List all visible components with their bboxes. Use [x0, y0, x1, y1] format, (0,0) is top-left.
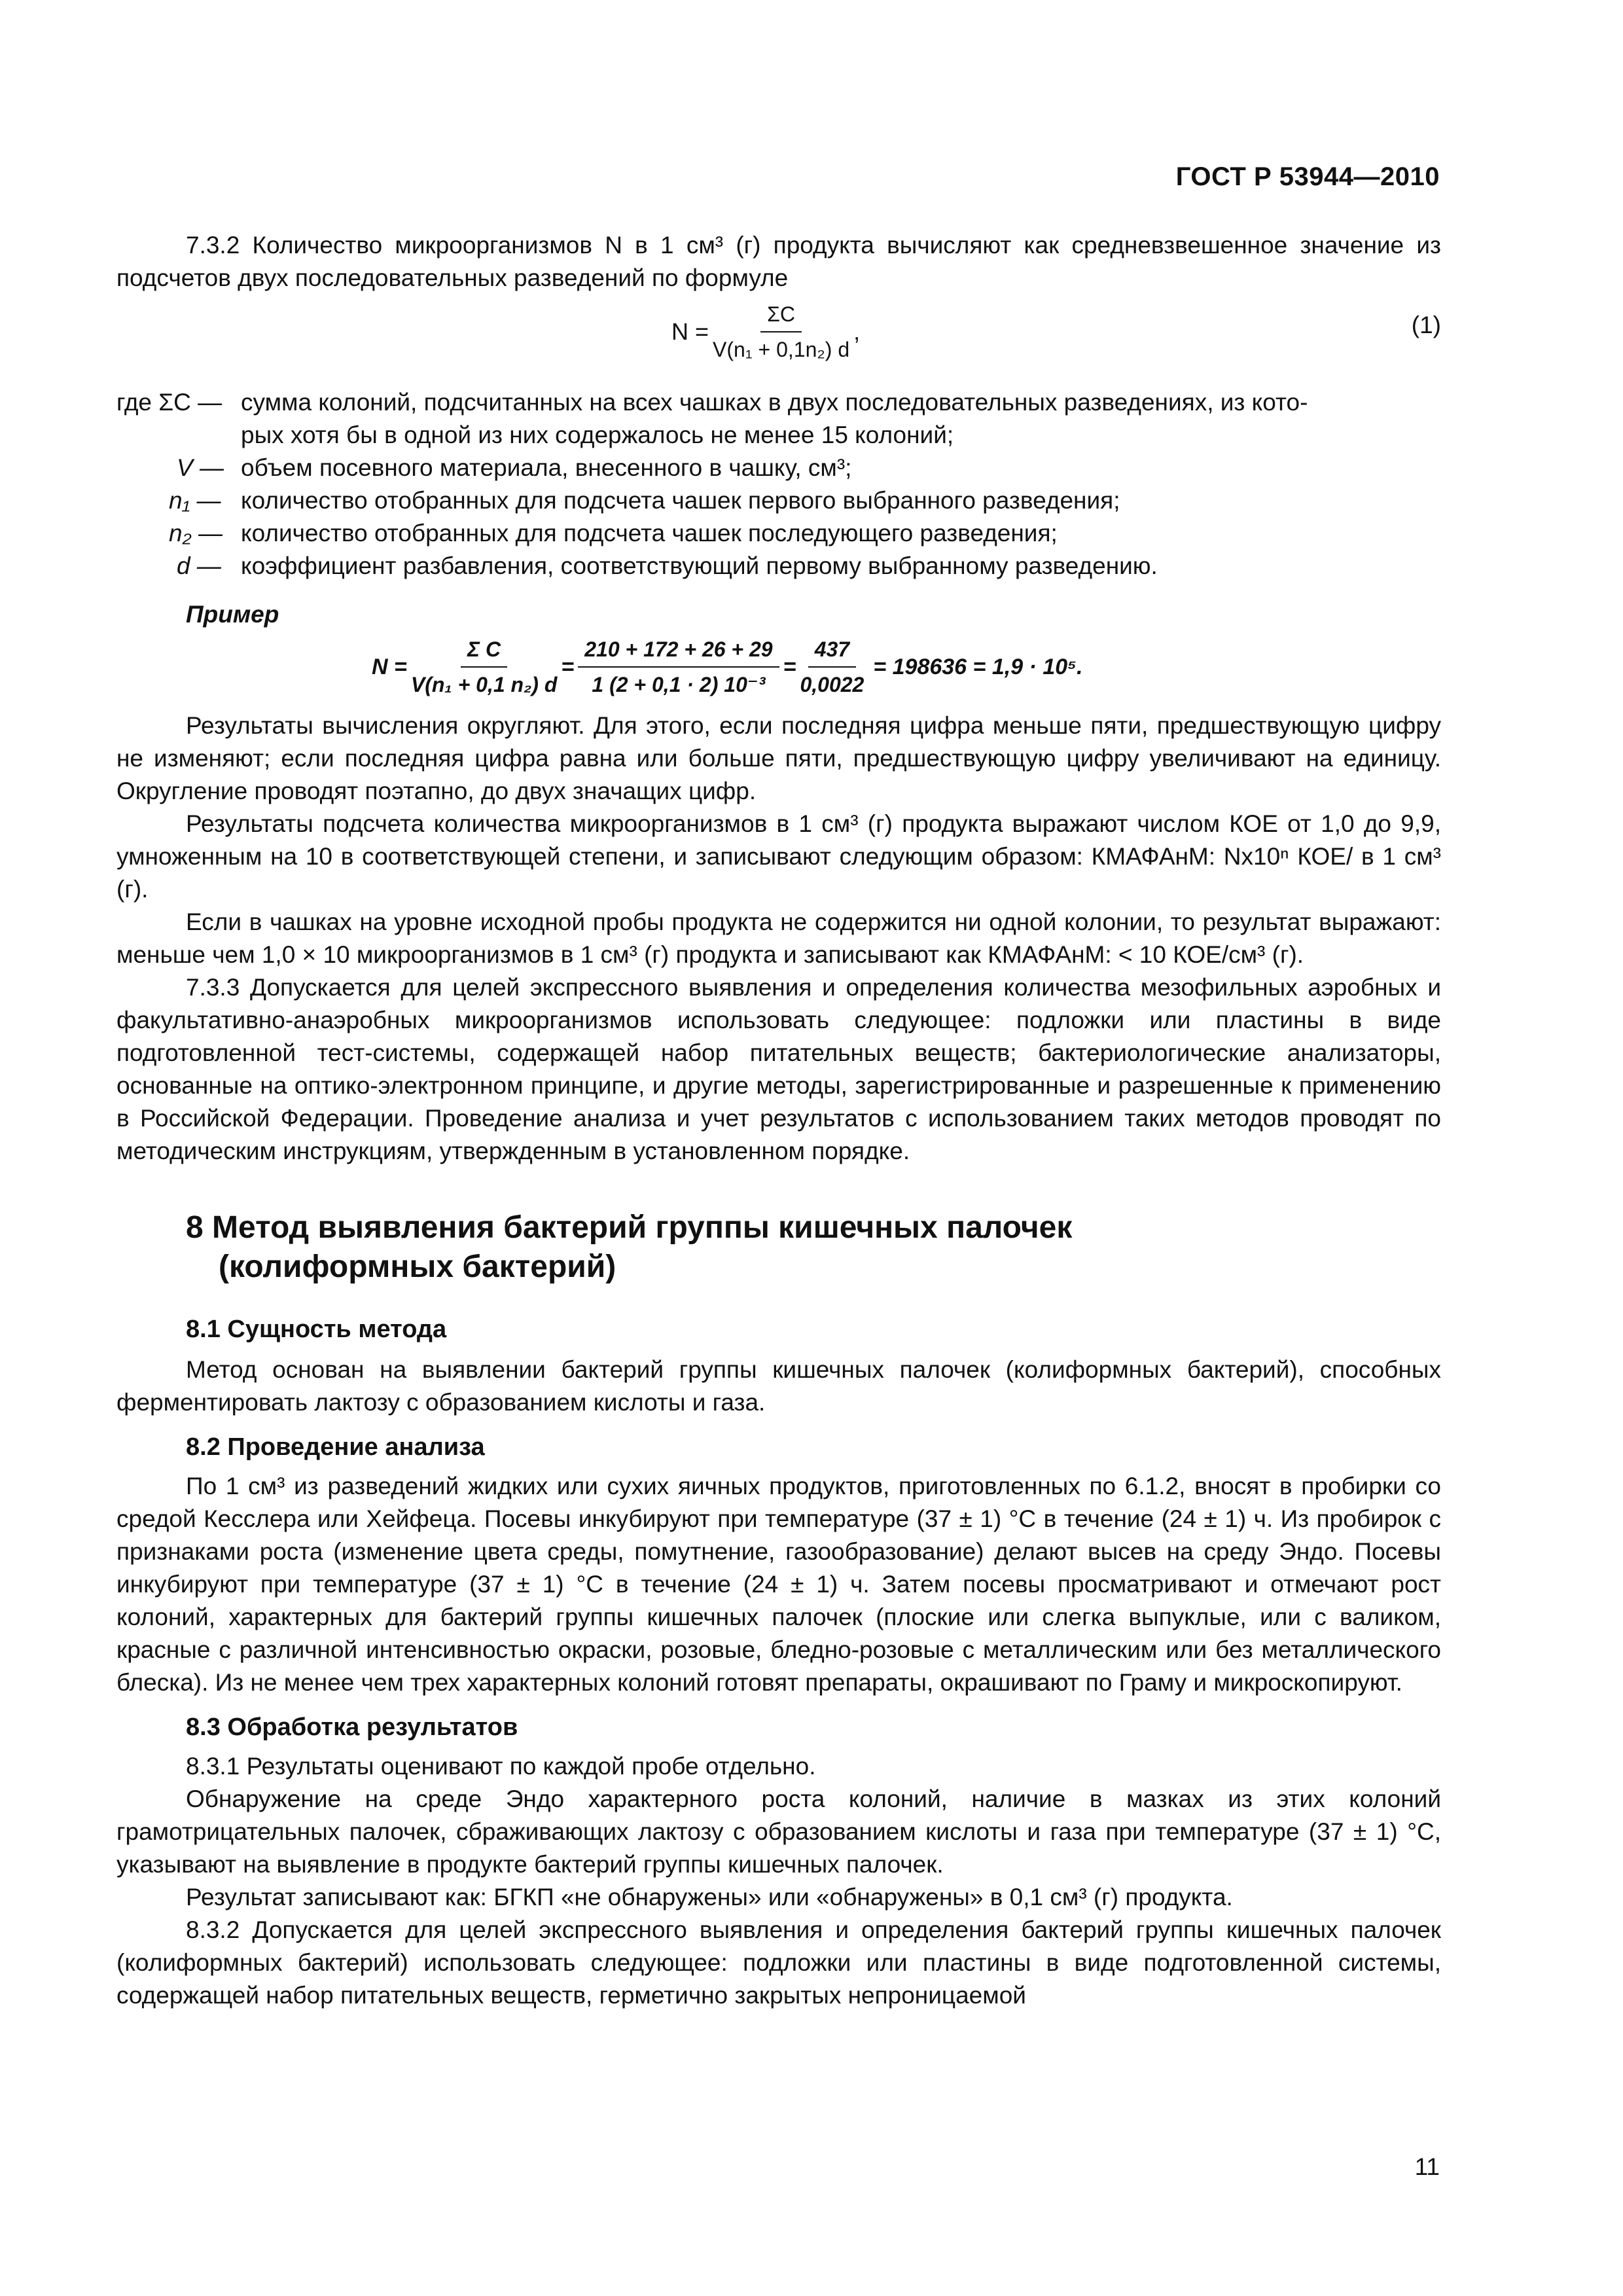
example-formula	[116, 631, 1441, 709]
section-8-heading-line-2: (колиформных бактерий)	[219, 1249, 616, 1284]
example-equals-2: =	[783, 655, 796, 679]
paragraph-no-colonies: Если в чашках на уровне исходной пробы продукта не содержится ни одной колонии, то результат выражают: меньше чем 1,0 × 10 микроорганизмов в 1 см³ (г) продукта и записывают как КМАФАнМ: < 10 КОЕ/см³ (г).	[116, 908, 1441, 968]
paragraph-7-3-2: 7.3.2 Количество микроорганизмов N в 1 см³ (г) продукта вычисляют как средневзвешенное значение из подсчетов двух последовательных разведений по формуле	[116, 232, 1441, 291]
paragraph-8-3-1: 8.3.1 Результаты оценивают по каждой пробе отдельно.	[186, 1753, 816, 1780]
subsection-8-2-text: По 1 см³ из разведений жидких или сухих яичных продуктов, приготовленных по 6.1.2, вносят в пробирки со средой Кесслера или Хейфеца. Посевы инкубируют при температуре (37 ± 1) °С в течение (24 ± 1) ч. Из пробирок с признаками роста (изменение цвета среды, помутнение, газообразование) делают высев на среду Эндо. Посевы инкубируют при температуре (37 ± 1) °С в течение (24 ± 1) ч. Затем посевы просматривают и отмечают рост колоний, характерных для бактерий группы кишечных палочек (плоские или слегка выпуклые, или с валиком, красные с различной интенсивностью окраски, розовые, бледно-розовые с металлическим или без металлического блеска). Из не менее чем трех характерных колоний готовят препараты, окрашивают по Граму и микроскопируют.	[116, 1473, 1441, 1696]
definition-text: количество отобранных для подсчета чашек последующего разведения;	[241, 520, 1058, 547]
subsection-8-3-heading: 8.3 Обработка результатов	[186, 1713, 518, 1741]
section-8-heading-line-1: 8 Метод выявления бактерий группы кишечных палочек	[186, 1210, 1073, 1245]
definition-symbol: n₂ —	[169, 520, 223, 547]
formula-1-lhs: N =	[671, 318, 709, 345]
definition-line	[116, 452, 1441, 484]
definition-symbol: n₁ —	[169, 487, 221, 514]
example-equals-1: =	[561, 655, 575, 679]
definition-line	[116, 517, 1441, 550]
example-fraction-2-denominator: 1 (2 + 0,1 · 2) 10⁻³	[592, 673, 766, 696]
example-fraction-3	[800, 635, 864, 699]
example-result: = 198636 = 1,9 · 10⁵.	[873, 655, 1083, 679]
subsection-8-1-text: Метод основан на выявлении бактерий группы кишечных палочек (колиформных бактерий), способных ферментировать лактозу с образованием кислоты и газа.	[116, 1356, 1441, 1416]
definition-line	[116, 550, 1441, 583]
definition-symbol: V —	[177, 454, 224, 481]
definition-text: объем посевного материала, внесенного в чашку, см³;	[241, 454, 852, 481]
formula-1-number: (1)	[1411, 312, 1441, 338]
formula-1-tail: ,	[853, 318, 861, 345]
example-lhs: N =	[372, 655, 407, 679]
paragraph-results-format: Результаты подсчета количества микроорганизмов в 1 см³ (г) продукта выражают числом КОЕ от 1,0 до 9,9, умноженным на 10 в соответствующей степени, и записывают следующим образом: КМАФАнМ: Nx10ⁿ КОЕ/ в 1 см³ (г).	[116, 810, 1441, 903]
definition-text: коэффициент разбавления, соответствующий первому выбранному разведению.	[241, 552, 1158, 579]
definition-symbol: d —	[177, 552, 221, 579]
definition-text: рых хотя бы в одной из них содержалось не менее 15 колоний;	[241, 422, 954, 448]
paragraph-8-3-result-record: Результат записывают как: БГКП «не обнаружены» или «обнаружены» в 0,1 см³ (г) продукта.	[186, 1884, 1233, 1910]
definition-line	[116, 386, 1441, 419]
example-fraction-1-denominator: V(n₁ + 0,1 n₂) d	[410, 673, 558, 696]
page-number: 11	[1414, 2153, 1440, 2180]
example-fraction-3-denominator: 0,0022	[800, 673, 865, 696]
formula-1-numerator: ΣC	[760, 300, 802, 332]
example-fraction-2	[578, 635, 779, 699]
subsection-8-1-heading: 8.1 Сущность метода	[186, 1316, 447, 1343]
subsection-8-2-heading: 8.2 Проведение анализа	[186, 1433, 485, 1461]
paragraph-rounding: Результаты вычисления округляют. Для этого, если последняя цифра меньше пяти, предшествующую цифру не изменяют; если последняя цифра равна или больше пяти, предшествующую цифру увеличивают на единицу. Округление проводят поэтапно, до двух значащих цифр.	[116, 712, 1441, 804]
formula-1	[116, 295, 1441, 380]
document-code-header: ГОСТ Р 53944—2010	[1175, 162, 1440, 191]
formula-1-fraction	[713, 300, 849, 364]
paragraph-8-3-detection: Обнаружение на среде Эндо характерного роста колоний, наличие в мазках из этих колоний грамотрицательных палочек, сбраживающих лактозу с образованием кислоты и газа при температуре (37 ± 1) °С, указывают на выявление в продукте бактерий группы кишечных палочек.	[116, 1785, 1441, 1878]
definition-line	[116, 419, 1441, 452]
example-fraction-2-numerator: 210 + 172 + 26 + 29	[578, 635, 779, 668]
formula-1-expression	[671, 300, 860, 364]
paragraph-7-3-3: 7.3.3 Допускается для целей экспрессного выявления и определения количества мезофильных аэробных и факультативно-анаэробных микроорганизмов использовать следующее: подложки или пластины в виде подготовленной тест-системы, содержащей набор питательных веществ; бактериологические анализаторы, основанные на оптико-электронном принципе, и другие методы, зарегистрированные и разрешенные к применению в Российской Федерации. Проведение анализа и учет результатов с использованием таких методов проводят по методическим инструкциям, утвержденным в установленном порядке.	[116, 974, 1441, 1164]
page-content	[116, 229, 1441, 2012]
definition-text: количество отобранных для подсчета чашек первого выбранного разведения;	[241, 487, 1120, 514]
definition-line	[116, 484, 1441, 517]
definition-symbol: где ΣC —	[116, 389, 223, 416]
paragraph-8-3-2: 8.3.2 Допускается для целей экспрессного выявления и определения бактерий группы кишечных палочек (колиформных бактерий) использовать следующее: подложки или пластины в виде подготовленной системы, содержащей набор питательных веществ, герметично закрытых непроницаемой	[116, 1916, 1441, 2009]
section-8-heading	[186, 1208, 1441, 1287]
example-fraction-3-numerator: 437	[808, 635, 856, 668]
example-fraction-1-numerator: Σ C	[461, 635, 507, 668]
example-expression	[372, 635, 1082, 699]
example-label: Пример	[186, 601, 279, 628]
formula-1-denominator: V(n₁ + 0,1n₂) d	[713, 338, 850, 361]
formula-definitions	[116, 386, 1441, 583]
definition-text: сумма колоний, подсчитанных на всех чашках в двух последовательных разведениях, из кото-	[241, 389, 1308, 416]
example-fraction-1	[411, 635, 558, 699]
